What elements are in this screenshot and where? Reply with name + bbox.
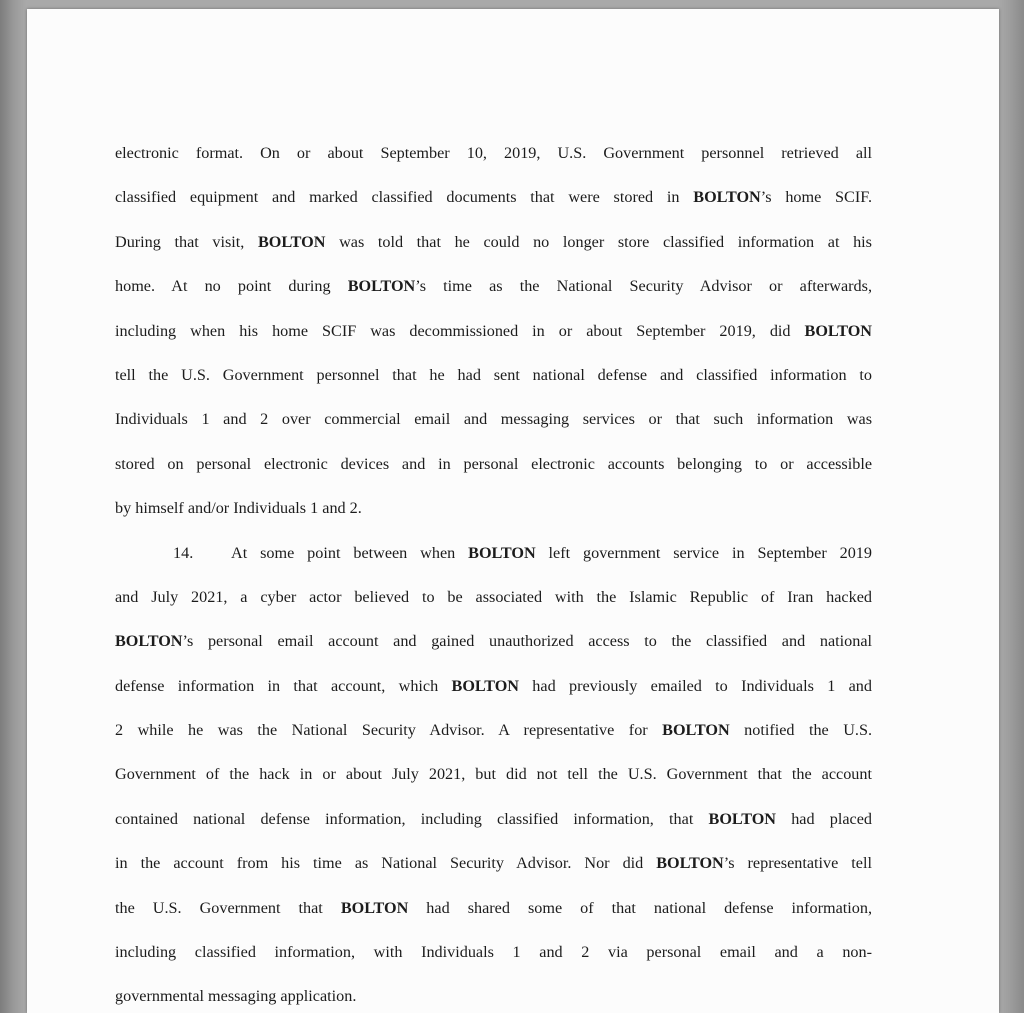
line-text: home. At no point during (115, 277, 348, 296)
name-bolton: BOLTON (656, 854, 724, 873)
name-bolton: BOLTON (708, 809, 776, 828)
name-bolton: BOLTON (693, 188, 761, 207)
name-bolton: BOLTON (347, 277, 416, 296)
text-line (115, 660, 872, 704)
text-line (115, 615, 872, 659)
line-text: had placed (776, 809, 872, 828)
line-text: Individuals 1 and 2 over commercial email and messaging services or that such information was (115, 410, 872, 429)
document-body (115, 127, 872, 1013)
text-line (115, 482, 872, 526)
text-line (115, 438, 872, 482)
line-text: the U.S. Government that (115, 898, 341, 917)
text-line (115, 970, 872, 1013)
line-text: by himself and/or Individuals 1 and 2. (115, 499, 362, 518)
text-line (115, 216, 872, 260)
line-text: in the account from his time as National Security Advisor. Nor did (115, 854, 657, 873)
text-line (115, 127, 872, 171)
line-text: tell the U.S. Government personnel that he had sent national defense and classified information to (115, 365, 872, 384)
line-text: left government service in September 2019 (535, 543, 872, 562)
line-text: ’s representative tell (723, 854, 872, 873)
text-line (115, 704, 872, 748)
text-line (115, 571, 872, 615)
line-text: ’s personal email account and gained unauthorized access to the classified and national (182, 632, 872, 651)
line-text: was told that he could no longer store classified information at his (325, 232, 872, 251)
line-text: had shared some of that national defense information, (408, 898, 873, 917)
line-text: classified equipment and marked classified documents that were stored in (115, 188, 694, 207)
text-line (115, 171, 872, 215)
name-bolton: BOLTON (804, 321, 872, 340)
document-page (27, 9, 999, 1013)
line-text: defense information in that account, which (115, 676, 452, 695)
text-line (115, 882, 872, 926)
text-line (115, 260, 872, 304)
name-bolton: BOLTON (340, 898, 409, 917)
line-text: contained national defense information, including classified information, that (115, 809, 709, 828)
line-text: notified the U.S. (729, 721, 872, 740)
line-text: governmental messaging application. (115, 987, 357, 1006)
name-bolton: BOLTON (468, 543, 536, 562)
paragraph-14-first-line (115, 527, 872, 571)
line-text: At some point between when (231, 543, 469, 562)
line-text: stored on personal electronic devices and in personal electronic accounts belonging to or accessible (115, 454, 872, 473)
name-bolton: BOLTON (451, 676, 519, 695)
text-line (115, 748, 872, 792)
line-text: electronic format. On or about September 10, 2019, U.S. Government personnel retrieved all (115, 144, 872, 162)
line-text: including when his home SCIF was decommissioned in or about September 2019, did (115, 321, 805, 340)
line-text: ’s time as the National Security Advisor or afterwards, (415, 277, 872, 296)
text-line (115, 305, 872, 349)
text-line (115, 349, 872, 393)
line-text: including classified information, with Individuals 1 and 2 via personal email and a non- (115, 943, 872, 962)
text-line (115, 837, 872, 881)
name-bolton: BOLTON (115, 632, 183, 651)
line-text: During that visit, (115, 232, 258, 251)
line-text: 2 while he was the National Security Advisor. A representative for (115, 721, 663, 740)
name-bolton: BOLTON (662, 721, 730, 740)
text-line (115, 393, 872, 437)
paragraph-number: 14. (173, 543, 194, 562)
name-bolton: BOLTON (257, 232, 326, 251)
text-line (115, 926, 872, 970)
line-text: had previously emailed to Individuals 1 and (519, 676, 872, 695)
line-text: ’s home SCIF. (760, 188, 873, 207)
line-text: Government of the hack in or about July 2021, but did not tell the U.S. Government that the account (115, 765, 872, 784)
text-line (115, 793, 872, 837)
line-text: and July 2021, a cyber actor believed to be associated with the Islamic Republic of Iran hacked (115, 587, 872, 606)
